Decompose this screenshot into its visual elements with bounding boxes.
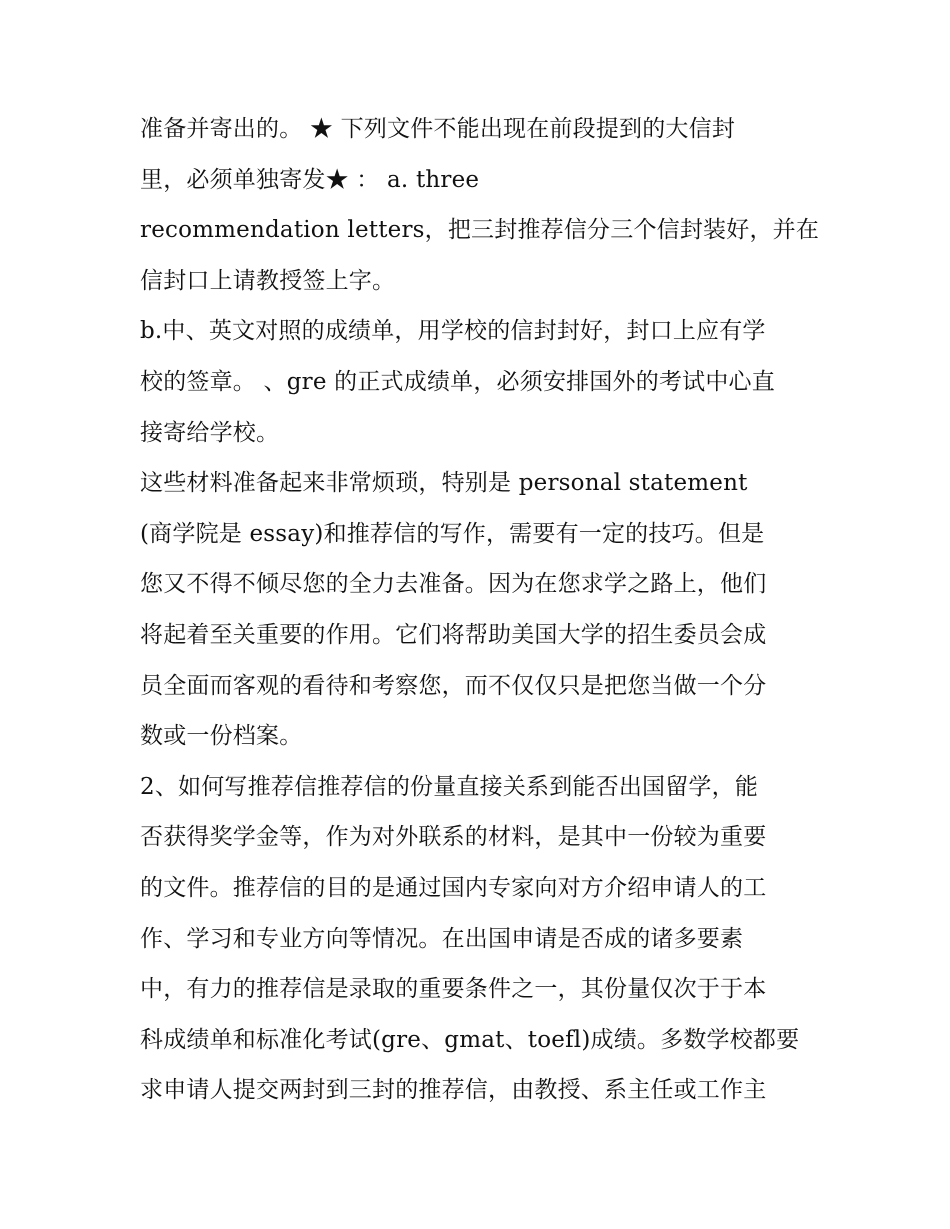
text-line: 中，有力的推荐信是录取的重要条件之一，其份量仅次于于本: [140, 976, 767, 1003]
text-line: 员全面而客观的看待和考察您，而不仅仅只是把您当做一个分: [140, 672, 767, 699]
text-line: 准备并寄出的。 ★ 下列文件不能出现在前段提到的大信封: [140, 116, 736, 142]
text-line: 将起着至关重要的作用。它们将帮助美国大学的招生委员会成: [140, 621, 767, 648]
text-line: recommendation letters，把三封推荐信分三个信封装好，并在: [140, 217, 820, 244]
text-line: (商学院是 essay)和推荐信的写作，需要有一定的技巧。但是: [140, 520, 765, 547]
text-line: 2、如何写推荐信推荐信的份量直接关系到能否出国留学，能: [140, 773, 759, 800]
text-line: 否获得奖学金等，作为对外联系的材料，是其中一份较为重要: [140, 824, 767, 851]
text-line: b.中、英文对照的成绩单，用学校的信封封好，封口上应有学: [140, 318, 766, 345]
text-line: 数或一份档案。: [140, 723, 303, 750]
text-line: 里，必须单独寄发★ ： a. three: [140, 166, 480, 193]
text-line: 的文件。推荐信的目的是通过国内专家向对方介绍申请人的工: [140, 874, 767, 901]
text-line: 求申请人提交两封到三封的推荐信，由教授、系主任或工作主: [140, 1077, 767, 1104]
text-line: 您又不得不倾尽您的全力去准备。因为在您求学之路上，他们: [140, 571, 767, 598]
text-line: 科成绩单和标准化考试(gre、gmat、toefl)成绩。多数学校都要: [140, 1026, 800, 1053]
document-body: [140, 104, 820, 1116]
text-line: 信封口上请教授签上字。: [140, 267, 396, 294]
text-line: 接寄给学校。: [140, 419, 280, 446]
text-line: 这些材料准备起来非常烦琐，特别是 personal statement: [140, 470, 748, 497]
text-line: 作、学习和专业方向等情况。在出国申请是否成的诸多要素: [140, 925, 744, 952]
text-line: 校的签章。 、gre 的正式成绩单，必须安排国外的考试中心直: [140, 368, 775, 395]
